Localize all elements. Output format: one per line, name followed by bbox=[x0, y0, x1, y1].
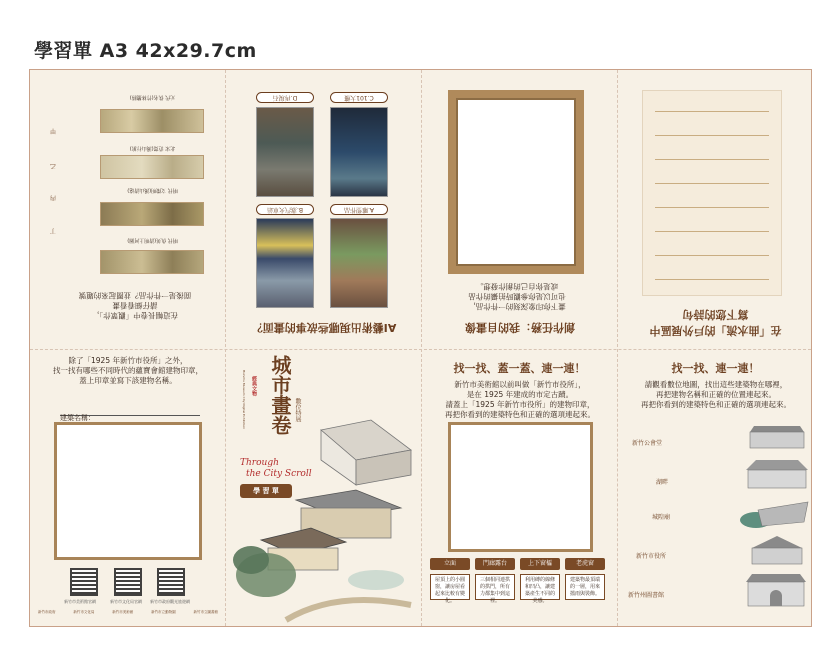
panel-text: 再把你看到的建築特色和正確的選項連起來。 bbox=[445, 410, 595, 419]
feature-tab: 門廊露台 bbox=[475, 558, 515, 570]
painting-label: 丁 bbox=[50, 227, 57, 234]
cover-subtitle-red: 經典文物 bbox=[251, 376, 257, 396]
building-label: 新竹市役所 bbox=[636, 553, 667, 560]
panel-text: 請觀看數位地圖，找出這些建築物在哪裡， bbox=[644, 380, 788, 389]
building-label: 新竹公會堂 bbox=[632, 440, 663, 447]
stamp-box[interactable] bbox=[448, 422, 593, 552]
cover-illustration bbox=[226, 390, 421, 626]
qr-label: 新竹市政府觀光旅遊網 bbox=[150, 599, 190, 604]
cover-subtitle: 數位特展 bbox=[294, 398, 301, 422]
sponsor-logo: 新竹市文化局 bbox=[73, 610, 95, 614]
feature-tab: 立面 bbox=[430, 558, 470, 570]
photo-sculpture bbox=[256, 107, 314, 197]
feature-desc: 利用磚的線條和凹凸，讓建築產生不同的美感。 bbox=[520, 574, 560, 600]
poem-writing-area[interactable] bbox=[642, 90, 782, 296]
feature-desc: 三個相同連拱的拱門，所有力都集中到這裡。 bbox=[475, 574, 515, 600]
photo-station bbox=[256, 218, 314, 308]
option-pill: A.雕塑作品 bbox=[330, 204, 388, 215]
feature-tab: 老虎窗 bbox=[565, 558, 605, 570]
option-pill: B.蒸汽火車站 bbox=[256, 204, 314, 215]
option-pill: C.101大樓 bbox=[330, 92, 388, 103]
bottom-panel-4 bbox=[618, 350, 813, 628]
panel-title: 找一找、蓋一蓋、連一連！ bbox=[453, 362, 586, 375]
bottom-panel-1 bbox=[30, 350, 225, 628]
bottom-panel-3 bbox=[422, 350, 617, 628]
panel-text: 再把你看到的建築特色和正確的選項連起來。 bbox=[641, 400, 791, 409]
building-name-label: 建築名稱： bbox=[60, 414, 95, 422]
painting-caption: 明代 仇英(清明上河圖) bbox=[127, 237, 178, 243]
panel-text: 找一找有哪些不同時代的蘊寶會館建物印章， bbox=[53, 366, 203, 375]
panel-title: 在「曲水流」的戶外展區中 bbox=[649, 324, 782, 337]
cover-title: 城市畫卷 bbox=[268, 355, 292, 435]
panel-text: 再把建物名稱和正確的位置連起來。 bbox=[656, 390, 776, 399]
cover-english-sub: Hsinchu Museum City Digital Exhibition bbox=[242, 370, 246, 430]
feature-desc: 建築物最頂端的一層，用來擋雨與裝飾。 bbox=[565, 574, 605, 600]
photo-stone bbox=[330, 218, 388, 308]
painting-caption: 明代 文徵明(溪山清遠) bbox=[127, 187, 178, 193]
option-pill: D.再現石 bbox=[256, 92, 314, 103]
cover-badge: 學 習 單 bbox=[240, 484, 292, 498]
painting-label: 乙 bbox=[50, 162, 57, 169]
feature-tab: 上下窗櫺 bbox=[520, 558, 560, 570]
building-icon bbox=[748, 534, 806, 566]
panel-title: 創作任務：我的自畫像 bbox=[465, 321, 575, 334]
top-panel-3 bbox=[422, 70, 617, 349]
panel-instruction: 畫下你印象深刻的一件作品， bbox=[468, 302, 566, 311]
painting-image bbox=[100, 202, 204, 226]
qr-label: 新竹市美術館官網 bbox=[64, 599, 96, 604]
panel-title: AI藝術出現哪些故事的畫面？ bbox=[251, 321, 397, 334]
panel-text: 新竹市美術館以前叫做「新竹市役所」， bbox=[454, 380, 586, 389]
top-panel-2 bbox=[226, 70, 421, 349]
building-icon bbox=[744, 458, 810, 490]
sponsor-logo: 新竹市政府 bbox=[38, 610, 56, 614]
panel-instruction: 在這幅長卷中「觀眾作」， bbox=[91, 311, 179, 320]
panel-text: 除了「1925 年新竹市役所」之外， bbox=[68, 356, 188, 365]
cover-english-title: Through bbox=[240, 458, 279, 468]
painting-caption: 元代 佚名(竹林攬勝) bbox=[129, 94, 176, 100]
painting-image bbox=[100, 155, 204, 179]
painting-image bbox=[100, 109, 204, 133]
top-panel-1 bbox=[30, 70, 225, 349]
panel-title: 寫下您的詩句 bbox=[682, 308, 749, 321]
painting-image bbox=[100, 250, 204, 274]
panel-text: 請蓋上「1925 年新竹市役所」的建物印章， bbox=[445, 400, 595, 409]
qr-code[interactable] bbox=[70, 568, 98, 596]
top-panel-4 bbox=[618, 70, 813, 349]
sponsor-logo: 新竹市立動物園 bbox=[151, 610, 176, 614]
drawing-frame[interactable] bbox=[448, 90, 584, 274]
building-label: 湖畔 bbox=[656, 479, 669, 486]
stamp-box[interactable] bbox=[54, 422, 202, 560]
qr-code[interactable] bbox=[114, 568, 142, 596]
painting-label: 丙 bbox=[50, 194, 57, 201]
building-icon bbox=[746, 424, 808, 452]
building-icon bbox=[744, 572, 808, 608]
page-title: 學習單 A3 42x29.7cm bbox=[34, 40, 257, 62]
building-label: 城隍廟 bbox=[652, 514, 671, 521]
cover-english-title: the City Scroll bbox=[246, 469, 312, 479]
painting-label: 甲 bbox=[50, 127, 57, 134]
painting-caption: 北宋 范寬(溪山行旅) bbox=[129, 145, 176, 151]
photo-tower bbox=[330, 107, 388, 197]
panel-instruction: 或是你自己的創作發想。 bbox=[475, 282, 559, 291]
panel-title: 找一找、連一連！ bbox=[671, 362, 760, 375]
panel-text: 蓋上印章並寫下該建物名稱。 bbox=[79, 376, 177, 385]
qr-label: 新竹市文化局官網 bbox=[110, 599, 142, 604]
panel-instruction: 也可以是你參觀時拍攝的作品 bbox=[468, 292, 566, 301]
cover-panel bbox=[226, 350, 421, 628]
sponsor-logo: 新竹市立圖書館 bbox=[193, 610, 218, 614]
panel-instruction: 面後是一件作品？並圈起來的題號 bbox=[78, 291, 192, 300]
sponsor-logo: 新竹市美術館 bbox=[112, 610, 134, 614]
building-icon bbox=[738, 496, 810, 530]
building-label: 新竹州圖書館 bbox=[628, 592, 665, 599]
worksheet-sheet bbox=[29, 69, 812, 627]
qr-code[interactable] bbox=[157, 568, 185, 596]
feature-desc: 屋頂上的小圓窗，讓房屋看起來比較有變化。 bbox=[430, 574, 470, 600]
panel-instruction: 請仔細看看畫 bbox=[112, 301, 158, 310]
panel-text: 是在 1925 年建成的市定古蹟。 bbox=[466, 390, 574, 399]
